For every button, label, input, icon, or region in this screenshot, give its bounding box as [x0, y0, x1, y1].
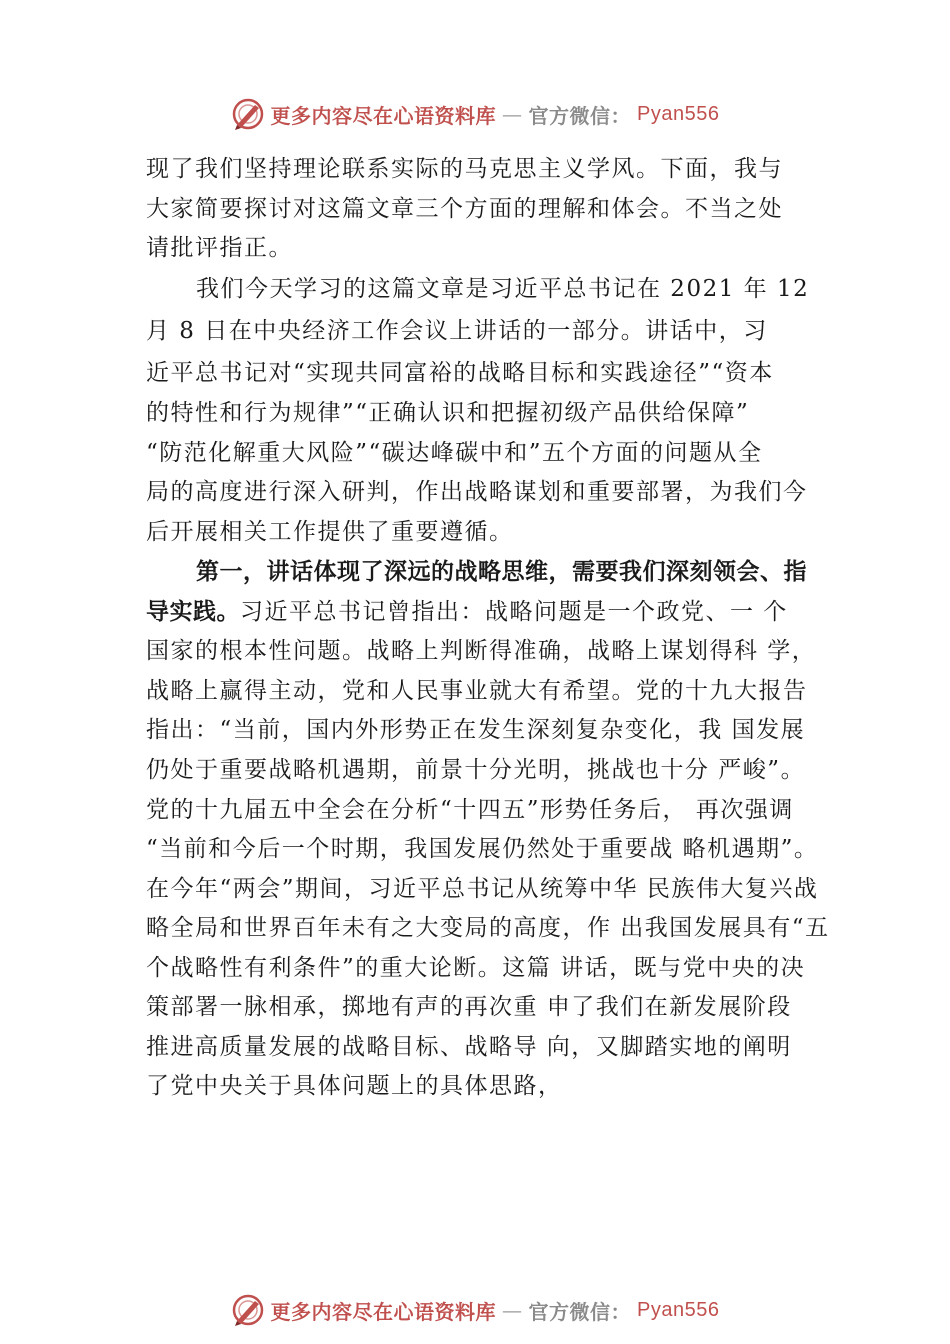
text-line: 略全局和世界百年未有之大变局的高度，作 出我国发展具有“五	[146, 915, 830, 941]
text-line: 后开展相关工作提供了重要遵循。	[146, 519, 514, 545]
watermark-wechat-label: 官方微信：	[528, 1299, 632, 1324]
text-line: 党的十九届五中全会在分析“十四五”形势任务后， 再次强调	[146, 797, 794, 823]
text-line: 大家简要探讨对这篇文章三个方面的理解和体会。不当之处	[146, 196, 783, 222]
watermark-separator: —	[502, 102, 523, 126]
watermark-brand: 更多内容尽在心语资料库	[270, 103, 497, 128]
text-line: 战略上赢得主动，党和人民事业就大有希望。党的十九大报告	[146, 678, 808, 704]
header-watermark	[0, 94, 950, 134]
text-line: “当前和今后一个时期，我国发展仍然处于重要战 略机遇期”。	[146, 836, 819, 862]
text-line: 了党中央关于具体问题上的具体思路，	[146, 1073, 563, 1099]
text-line: 我们今天学习的这篇文章是习近平总书记在 2021 年 12	[196, 276, 810, 302]
text-line: 指出：“当前，国内外形势正在发生深刻复杂变化，我 国发展	[146, 717, 806, 743]
text-line: 现了我们坚持理论联系实际的马克思主义学风。下面，我与	[146, 156, 783, 182]
footer-watermark	[0, 1290, 950, 1330]
text-line: “防范化解重大风险”“碳达峰碳中和”五个方面的问题从全	[146, 440, 763, 466]
watermark-brand: 更多内容尽在心语资料库	[270, 1299, 497, 1324]
watermark-separator: —	[502, 1298, 523, 1322]
text-line: 仍处于重要战略机遇期，前景十分光明，挑战也十分 严峻”。	[146, 757, 806, 783]
watermark-wechat-id: Pyan556	[637, 102, 720, 125]
text-line	[146, 597, 788, 627]
text-line: 推进高质量发展的战略目标、战略导 向，又脚踏实地的阐明	[146, 1034, 792, 1060]
text-line: 月 8 日在中央经济工作会议上讲话的一部分。讲话中，习	[146, 318, 768, 344]
text-line: 局的高度进行深入研判，作出战略谋划和重要部署，为我们今	[146, 479, 808, 505]
paragraph-heading-end: 导实践。	[146, 599, 240, 625]
text-line: 请批评指正。	[146, 235, 293, 261]
paragraph-heading: 第一，讲话体现了深远的战略思维，需要我们深刻领会、指	[196, 559, 807, 585]
watermark-wechat-label: 官方微信：	[528, 103, 632, 128]
text-line: 个战略性有利条件”的重大论断。这篇 讲话，既与党中央的决	[146, 955, 806, 981]
text-line-rest: 习近平总书记曾指出：战略问题是一个政党、一 个	[240, 599, 788, 625]
pen-logo-icon	[231, 1293, 265, 1327]
text-line: 在今年“两会”期间，习近平总书记从统筹中华 民族伟大复兴战	[146, 876, 819, 902]
text-line: 国家的根本性问题。战略上判断得准确，战略上谋划得科 学，	[146, 638, 817, 664]
watermark-wechat-id: Pyan556	[637, 1298, 720, 1321]
text-line: 策部署一脉相承，掷地有声的再次重 申了我们在新发展阶段	[146, 994, 792, 1020]
text-line: 的特性和行为规律”“正确认识和把握初级产品供给保障”	[146, 400, 750, 426]
pen-logo-icon	[231, 97, 265, 131]
text-line: 近平总书记对“实现共同富裕的战略目标和实践途径”“资本	[146, 360, 774, 386]
